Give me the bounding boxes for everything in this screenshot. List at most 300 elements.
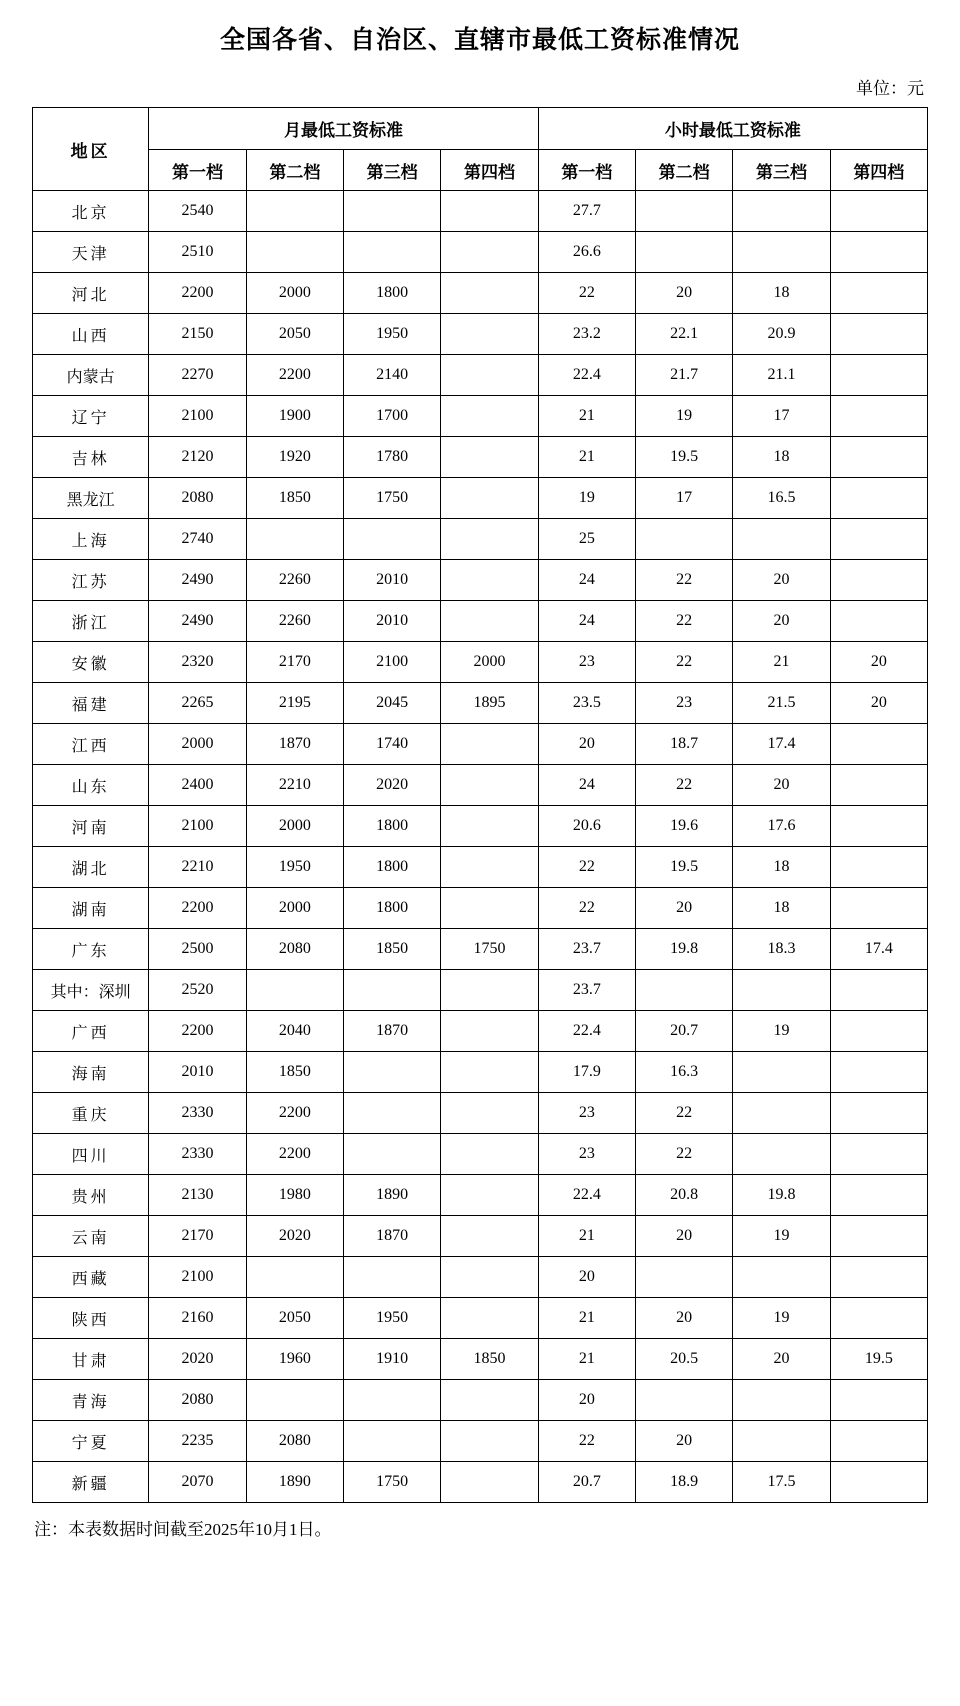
- table-row: [33, 1134, 928, 1175]
- hourly-tier-3-value: [733, 1421, 830, 1462]
- monthly-tier-3-value: 1750: [344, 478, 441, 519]
- hourly-tier-3-value: 18.3: [733, 929, 830, 970]
- monthly-tier-2-value: 2050: [246, 1298, 343, 1339]
- hourly-tier-2-value: 22: [635, 560, 732, 601]
- hourly-tier-4-value: [830, 273, 927, 314]
- table-body: [33, 191, 928, 1503]
- monthly-tier-4-value: [441, 355, 538, 396]
- hourly-tier-2-value: 20: [635, 273, 732, 314]
- hourly-tier-4-value: [830, 1298, 927, 1339]
- hourly-tier-1-value: 24: [538, 765, 635, 806]
- hourly-tier-3-value: 21.5: [733, 683, 830, 724]
- monthly-tier-3-value: [344, 191, 441, 232]
- hourly-tier-2-value: 18.9: [635, 1462, 732, 1503]
- region-name: 湖南: [33, 888, 149, 929]
- table-row: [33, 1052, 928, 1093]
- hourly-tier-4-value: [830, 519, 927, 560]
- monthly-tier-3-value: 2010: [344, 560, 441, 601]
- region-name: 湖北: [33, 847, 149, 888]
- monthly-tier-4-value: [441, 273, 538, 314]
- hourly-tier-4-value: 20: [830, 642, 927, 683]
- monthly-tier-4-value: [441, 232, 538, 273]
- hourly-tier-2-value: [635, 970, 732, 1011]
- monthly-tier-3-value: 1800: [344, 888, 441, 929]
- table-row: [33, 1339, 928, 1380]
- hourly-tier-3-value: [733, 1093, 830, 1134]
- hourly-tier-3-value: [733, 519, 830, 560]
- hourly-tier-3-value: 20: [733, 601, 830, 642]
- hourly-tier-3-value: 21.1: [733, 355, 830, 396]
- hourly-tier-3-value: 19: [733, 1011, 830, 1052]
- hourly-tier-1-value: 20: [538, 1257, 635, 1298]
- monthly-tier-3-value: 1950: [344, 1298, 441, 1339]
- monthly-tier-2-value: 2200: [246, 1134, 343, 1175]
- hourly-tier-4-value: [830, 1421, 927, 1462]
- table-row: [33, 519, 928, 560]
- hourly-tier-3-value: [733, 1257, 830, 1298]
- monthly-tier-2-value: 2260: [246, 560, 343, 601]
- hourly-tier-4-value: [830, 1175, 927, 1216]
- hourly-tier-1-value: 22: [538, 847, 635, 888]
- hourly-tier-4-value: [830, 191, 927, 232]
- hourly-tier-1-value: 21: [538, 437, 635, 478]
- hourly-tier-2-value: 22: [635, 765, 732, 806]
- monthly-tier-2-value: 2260: [246, 601, 343, 642]
- table-row: [33, 929, 928, 970]
- monthly-tier-3-value: [344, 970, 441, 1011]
- monthly-tier-4-value: 1895: [441, 683, 538, 724]
- hourly-tier-4-value: [830, 437, 927, 478]
- table-row: [33, 724, 928, 765]
- hourly-tier-3-value: 18: [733, 437, 830, 478]
- region-name: 广东: [33, 929, 149, 970]
- table-row: [33, 191, 928, 232]
- hourly-tier-2-value: 20: [635, 1216, 732, 1257]
- monthly-tier-2-value: 2200: [246, 1093, 343, 1134]
- hourly-tier-4-value: 17.4: [830, 929, 927, 970]
- hourly-tier-4-value: [830, 560, 927, 601]
- monthly-tier-1-value: 2270: [149, 355, 246, 396]
- region-name: 上海: [33, 519, 149, 560]
- monthly-tier-2-value: 1870: [246, 724, 343, 765]
- column-header-hourly-tier-1: 第一档: [538, 150, 635, 191]
- hourly-tier-4-value: [830, 970, 927, 1011]
- hourly-tier-3-value: 18: [733, 273, 830, 314]
- hourly-tier-2-value: 19: [635, 396, 732, 437]
- table-row: [33, 847, 928, 888]
- hourly-tier-2-value: 20: [635, 1298, 732, 1339]
- monthly-tier-1-value: 2020: [149, 1339, 246, 1380]
- table-row: [33, 642, 928, 683]
- column-header-monthly-tier-2: 第二档: [246, 150, 343, 191]
- region-name: 贵州: [33, 1175, 149, 1216]
- monthly-tier-3-value: 2140: [344, 355, 441, 396]
- region-name: 河北: [33, 273, 149, 314]
- monthly-tier-3-value: 1750: [344, 1462, 441, 1503]
- monthly-tier-1-value: 2330: [149, 1093, 246, 1134]
- hourly-tier-1-value: 26.6: [538, 232, 635, 273]
- monthly-tier-1-value: 2100: [149, 806, 246, 847]
- monthly-tier-4-value: [441, 560, 538, 601]
- monthly-tier-3-value: 1910: [344, 1339, 441, 1380]
- monthly-tier-1-value: 2100: [149, 396, 246, 437]
- hourly-tier-2-value: 22.1: [635, 314, 732, 355]
- hourly-tier-1-value: 17.9: [538, 1052, 635, 1093]
- region-name: 江西: [33, 724, 149, 765]
- hourly-tier-4-value: [830, 765, 927, 806]
- monthly-tier-1-value: 2080: [149, 478, 246, 519]
- region-name: 陕西: [33, 1298, 149, 1339]
- hourly-tier-3-value: 17.5: [733, 1462, 830, 1503]
- hourly-tier-4-value: [830, 601, 927, 642]
- column-group-hourly: 小时最低工资标准: [538, 108, 927, 150]
- region-name: 江苏: [33, 560, 149, 601]
- column-group-monthly: 月最低工资标准: [149, 108, 538, 150]
- table-row: [33, 1011, 928, 1052]
- monthly-tier-1-value: 2500: [149, 929, 246, 970]
- region-name: 河南: [33, 806, 149, 847]
- hourly-tier-2-value: 20.7: [635, 1011, 732, 1052]
- region-name: 辽宁: [33, 396, 149, 437]
- monthly-tier-1-value: 2510: [149, 232, 246, 273]
- table-row: [33, 1380, 928, 1421]
- monthly-tier-3-value: 1890: [344, 1175, 441, 1216]
- monthly-tier-1-value: 2080: [149, 1380, 246, 1421]
- hourly-tier-3-value: 17.4: [733, 724, 830, 765]
- monthly-tier-4-value: [441, 437, 538, 478]
- hourly-tier-3-value: [733, 1134, 830, 1175]
- monthly-tier-3-value: [344, 519, 441, 560]
- region-name: 广西: [33, 1011, 149, 1052]
- monthly-tier-3-value: 1800: [344, 847, 441, 888]
- monthly-tier-2-value: 1900: [246, 396, 343, 437]
- monthly-tier-4-value: [441, 1421, 538, 1462]
- monthly-tier-3-value: 2020: [344, 765, 441, 806]
- hourly-tier-2-value: 22: [635, 601, 732, 642]
- region-name: 吉林: [33, 437, 149, 478]
- hourly-tier-4-value: 19.5: [830, 1339, 927, 1380]
- monthly-tier-2-value: [246, 232, 343, 273]
- table-row: [33, 437, 928, 478]
- table-row: [33, 1216, 928, 1257]
- monthly-tier-3-value: 1800: [344, 273, 441, 314]
- region-name: 安徽: [33, 642, 149, 683]
- hourly-tier-2-value: 21.7: [635, 355, 732, 396]
- monthly-tier-1-value: 2200: [149, 888, 246, 929]
- monthly-tier-4-value: [441, 601, 538, 642]
- monthly-tier-1-value: 2210: [149, 847, 246, 888]
- hourly-tier-1-value: 19: [538, 478, 635, 519]
- region-name: 福建: [33, 683, 149, 724]
- hourly-tier-4-value: 20: [830, 683, 927, 724]
- hourly-tier-3-value: [733, 191, 830, 232]
- monthly-tier-4-value: [441, 1093, 538, 1134]
- monthly-tier-1-value: 2520: [149, 970, 246, 1011]
- monthly-tier-2-value: [246, 1257, 343, 1298]
- hourly-tier-1-value: 21: [538, 396, 635, 437]
- hourly-tier-1-value: 20: [538, 724, 635, 765]
- monthly-tier-1-value: 2330: [149, 1134, 246, 1175]
- hourly-tier-1-value: 22: [538, 273, 635, 314]
- hourly-tier-1-value: 22.4: [538, 355, 635, 396]
- hourly-tier-3-value: 20: [733, 1339, 830, 1380]
- monthly-tier-4-value: [441, 1216, 538, 1257]
- column-header-monthly-tier-4: 第四档: [441, 150, 538, 191]
- monthly-tier-2-value: [246, 191, 343, 232]
- monthly-tier-2-value: 2000: [246, 273, 343, 314]
- monthly-tier-1-value: 2490: [149, 601, 246, 642]
- table-row: [33, 888, 928, 929]
- monthly-tier-4-value: [441, 1011, 538, 1052]
- hourly-tier-2-value: 22: [635, 1093, 732, 1134]
- hourly-tier-4-value: [830, 478, 927, 519]
- monthly-tier-1-value: 2540: [149, 191, 246, 232]
- monthly-tier-4-value: [441, 1298, 538, 1339]
- monthly-tier-2-value: 1850: [246, 478, 343, 519]
- hourly-tier-2-value: [635, 1257, 732, 1298]
- hourly-tier-3-value: 19: [733, 1216, 830, 1257]
- monthly-tier-4-value: [441, 519, 538, 560]
- hourly-tier-4-value: [830, 314, 927, 355]
- hourly-tier-3-value: 19: [733, 1298, 830, 1339]
- monthly-tier-1-value: 2150: [149, 314, 246, 355]
- hourly-tier-3-value: 20.9: [733, 314, 830, 355]
- region-name: 甘肃: [33, 1339, 149, 1380]
- monthly-tier-3-value: [344, 1093, 441, 1134]
- region-name: 北京: [33, 191, 149, 232]
- monthly-tier-2-value: [246, 519, 343, 560]
- monthly-tier-2-value: 2050: [246, 314, 343, 355]
- monthly-tier-4-value: [441, 191, 538, 232]
- table-row: [33, 1175, 928, 1216]
- hourly-tier-1-value: 23.7: [538, 929, 635, 970]
- table-row: [33, 396, 928, 437]
- table-row: [33, 478, 928, 519]
- monthly-tier-2-value: 2080: [246, 929, 343, 970]
- table-row: [33, 232, 928, 273]
- monthly-tier-3-value: 2100: [344, 642, 441, 683]
- region-name: 西藏: [33, 1257, 149, 1298]
- monthly-tier-4-value: [441, 888, 538, 929]
- hourly-tier-1-value: 20: [538, 1380, 635, 1421]
- hourly-tier-1-value: 23.5: [538, 683, 635, 724]
- region-name: 山东: [33, 765, 149, 806]
- monthly-tier-4-value: [441, 1175, 538, 1216]
- hourly-tier-2-value: 23: [635, 683, 732, 724]
- hourly-tier-1-value: 27.7: [538, 191, 635, 232]
- monthly-tier-1-value: 2100: [149, 1257, 246, 1298]
- hourly-tier-4-value: [830, 806, 927, 847]
- table-row: [33, 765, 928, 806]
- hourly-tier-4-value: [830, 396, 927, 437]
- hourly-tier-1-value: 23.2: [538, 314, 635, 355]
- hourly-tier-4-value: [830, 1462, 927, 1503]
- hourly-tier-2-value: 17: [635, 478, 732, 519]
- monthly-tier-2-value: 2000: [246, 888, 343, 929]
- hourly-tier-3-value: [733, 1380, 830, 1421]
- hourly-tier-1-value: 20.7: [538, 1462, 635, 1503]
- table-row: [33, 970, 928, 1011]
- table-row: [33, 683, 928, 724]
- monthly-tier-2-value: [246, 970, 343, 1011]
- monthly-tier-3-value: 1870: [344, 1216, 441, 1257]
- monthly-tier-1-value: 2200: [149, 273, 246, 314]
- hourly-tier-4-value: [830, 1011, 927, 1052]
- hourly-tier-4-value: [830, 888, 927, 929]
- hourly-tier-1-value: 23: [538, 1134, 635, 1175]
- unit-label: 单位：元: [856, 79, 924, 98]
- hourly-tier-3-value: 20: [733, 560, 830, 601]
- hourly-tier-3-value: 16.5: [733, 478, 830, 519]
- monthly-tier-3-value: 1700: [344, 396, 441, 437]
- monthly-tier-3-value: 2045: [344, 683, 441, 724]
- hourly-tier-3-value: [733, 1052, 830, 1093]
- hourly-tier-4-value: [830, 1052, 927, 1093]
- monthly-tier-3-value: 1950: [344, 314, 441, 355]
- table-row: [33, 314, 928, 355]
- monthly-tier-4-value: [441, 1052, 538, 1093]
- monthly-tier-4-value: [441, 1380, 538, 1421]
- table-row: [33, 1093, 928, 1134]
- monthly-tier-4-value: 1750: [441, 929, 538, 970]
- minimum-wage-table: [32, 107, 928, 1503]
- table-row: [33, 1257, 928, 1298]
- hourly-tier-1-value: 21: [538, 1298, 635, 1339]
- hourly-tier-2-value: 19.8: [635, 929, 732, 970]
- hourly-tier-1-value: 24: [538, 560, 635, 601]
- monthly-tier-4-value: [441, 847, 538, 888]
- monthly-tier-2-value: 2210: [246, 765, 343, 806]
- monthly-tier-3-value: [344, 1380, 441, 1421]
- column-header-hourly-tier-3: 第三档: [733, 150, 830, 191]
- region-name: 内蒙古: [33, 355, 149, 396]
- monthly-tier-4-value: [441, 1257, 538, 1298]
- hourly-tier-1-value: 21: [538, 1339, 635, 1380]
- region-name: 山西: [33, 314, 149, 355]
- hourly-tier-3-value: 17.6: [733, 806, 830, 847]
- hourly-tier-4-value: [830, 847, 927, 888]
- hourly-tier-1-value: 21: [538, 1216, 635, 1257]
- monthly-tier-1-value: 2740: [149, 519, 246, 560]
- region-name: 重庆: [33, 1093, 149, 1134]
- region-name: 宁夏: [33, 1421, 149, 1462]
- hourly-tier-2-value: 19.5: [635, 847, 732, 888]
- region-name: 青海: [33, 1380, 149, 1421]
- table-row: [33, 560, 928, 601]
- monthly-tier-3-value: 1850: [344, 929, 441, 970]
- column-header-monthly-tier-1: 第一档: [149, 150, 246, 191]
- hourly-tier-1-value: 25: [538, 519, 635, 560]
- hourly-tier-2-value: 20.5: [635, 1339, 732, 1380]
- table-row: [33, 273, 928, 314]
- hourly-tier-1-value: 22.4: [538, 1175, 635, 1216]
- region-name: 其中：深圳: [33, 970, 149, 1011]
- column-header-hourly-tier-4: 第四档: [830, 150, 927, 191]
- monthly-tier-3-value: [344, 232, 441, 273]
- monthly-tier-2-value: 1920: [246, 437, 343, 478]
- monthly-tier-3-value: 2010: [344, 601, 441, 642]
- table-header: [33, 108, 928, 191]
- monthly-tier-1-value: 2160: [149, 1298, 246, 1339]
- monthly-tier-1-value: 2235: [149, 1421, 246, 1462]
- region-name: 黑龙江: [33, 478, 149, 519]
- hourly-tier-2-value: [635, 191, 732, 232]
- table-row: [33, 1421, 928, 1462]
- page-title: 全国各省、自治区、直辖市最低工资标准情况: [219, 26, 740, 54]
- hourly-tier-2-value: 20: [635, 1421, 732, 1462]
- hourly-tier-4-value: [830, 232, 927, 273]
- monthly-tier-3-value: 1740: [344, 724, 441, 765]
- monthly-tier-4-value: [441, 478, 538, 519]
- region-name: 四川: [33, 1134, 149, 1175]
- hourly-tier-1-value: 22: [538, 888, 635, 929]
- hourly-tier-2-value: [635, 519, 732, 560]
- monthly-tier-1-value: 2320: [149, 642, 246, 683]
- hourly-tier-4-value: [830, 355, 927, 396]
- hourly-tier-3-value: [733, 970, 830, 1011]
- monthly-tier-4-value: 2000: [441, 642, 538, 683]
- hourly-tier-2-value: [635, 1380, 732, 1421]
- monthly-tier-2-value: 1850: [246, 1052, 343, 1093]
- hourly-tier-2-value: 20: [635, 888, 732, 929]
- hourly-tier-1-value: 23: [538, 1093, 635, 1134]
- monthly-tier-2-value: [246, 1380, 343, 1421]
- monthly-tier-4-value: [441, 724, 538, 765]
- table-row: [33, 355, 928, 396]
- hourly-tier-4-value: [830, 1216, 927, 1257]
- monthly-tier-2-value: 2170: [246, 642, 343, 683]
- hourly-tier-1-value: 23: [538, 642, 635, 683]
- monthly-tier-4-value: [441, 314, 538, 355]
- hourly-tier-2-value: 18.7: [635, 724, 732, 765]
- monthly-tier-2-value: 2200: [246, 355, 343, 396]
- monthly-tier-4-value: 1850: [441, 1339, 538, 1380]
- monthly-tier-4-value: [441, 396, 538, 437]
- hourly-tier-2-value: 22: [635, 642, 732, 683]
- hourly-tier-3-value: 19.8: [733, 1175, 830, 1216]
- monthly-tier-2-value: 1960: [246, 1339, 343, 1380]
- column-header-hourly-tier-2: 第二档: [635, 150, 732, 191]
- monthly-tier-2-value: 2195: [246, 683, 343, 724]
- monthly-tier-4-value: [441, 1134, 538, 1175]
- monthly-tier-2-value: 1980: [246, 1175, 343, 1216]
- monthly-tier-1-value: 2265: [149, 683, 246, 724]
- monthly-tier-3-value: 1800: [344, 806, 441, 847]
- monthly-tier-3-value: [344, 1134, 441, 1175]
- monthly-tier-1-value: 2170: [149, 1216, 246, 1257]
- region-name: 浙江: [33, 601, 149, 642]
- table-row: [33, 1462, 928, 1503]
- hourly-tier-3-value: 21: [733, 642, 830, 683]
- monthly-tier-2-value: 2040: [246, 1011, 343, 1052]
- hourly-tier-1-value: 24: [538, 601, 635, 642]
- monthly-tier-2-value: 2000: [246, 806, 343, 847]
- monthly-tier-1-value: 2010: [149, 1052, 246, 1093]
- column-header-region: 地区: [33, 108, 149, 191]
- hourly-tier-2-value: [635, 232, 732, 273]
- table-row: [33, 1298, 928, 1339]
- hourly-tier-3-value: 18: [733, 888, 830, 929]
- hourly-tier-4-value: [830, 1134, 927, 1175]
- monthly-tier-3-value: [344, 1257, 441, 1298]
- monthly-tier-3-value: [344, 1052, 441, 1093]
- monthly-tier-1-value: 2070: [149, 1462, 246, 1503]
- hourly-tier-4-value: [830, 1257, 927, 1298]
- monthly-tier-2-value: 1890: [246, 1462, 343, 1503]
- region-name: 海南: [33, 1052, 149, 1093]
- hourly-tier-1-value: 23.7: [538, 970, 635, 1011]
- hourly-tier-2-value: 16.3: [635, 1052, 732, 1093]
